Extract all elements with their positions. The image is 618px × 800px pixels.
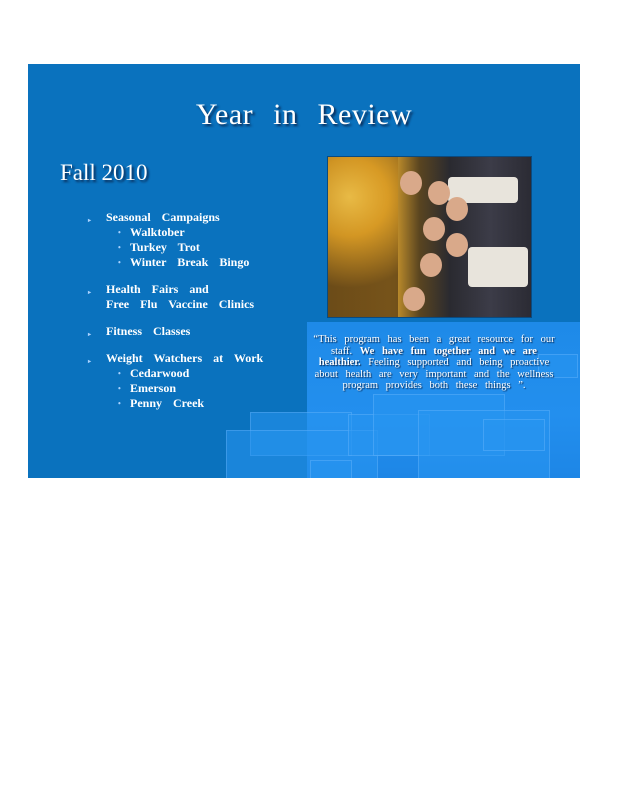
sub-item-label: Turkey Trot xyxy=(130,240,200,254)
photo-face xyxy=(400,171,422,195)
sub-item xyxy=(106,240,318,255)
decor-block xyxy=(483,419,545,451)
decor-block xyxy=(310,460,352,478)
slide-title xyxy=(28,98,580,132)
photo-face xyxy=(428,181,450,205)
bullet-icon: ▸ xyxy=(88,218,92,224)
title-word: Year xyxy=(195,98,254,131)
season-heading: Fall 2010 xyxy=(60,160,148,185)
list-item xyxy=(88,210,318,270)
list-item-label: Weight Watchers at Work xyxy=(106,351,264,365)
bullet-icon: • xyxy=(118,228,121,237)
group-photo xyxy=(327,156,532,318)
bullet-icon: ▸ xyxy=(88,332,92,338)
bullet-icon: • xyxy=(118,369,121,378)
photo-face xyxy=(420,253,442,277)
photo-figure xyxy=(468,247,528,287)
quote-text: “This program has been a great resource for our staff. xyxy=(313,334,555,357)
photo-face xyxy=(403,287,425,311)
bullet-icon: • xyxy=(118,243,121,252)
photo-face xyxy=(446,233,468,257)
testimonial-quote xyxy=(312,334,556,392)
sub-item xyxy=(106,255,318,270)
slide xyxy=(28,64,580,478)
photo-face xyxy=(446,197,468,221)
bullet-icon: • xyxy=(118,399,121,408)
list-item-label: Seasonal Campaigns xyxy=(106,210,220,224)
sub-item xyxy=(106,381,318,396)
sub-item-label: Walktober xyxy=(130,225,185,239)
sub-item-label: Penny Creek xyxy=(130,396,205,410)
bullet-icon: • xyxy=(118,384,121,393)
bullet-icon: ▸ xyxy=(88,290,92,296)
bullet-icon: ▸ xyxy=(88,359,92,365)
sub-item xyxy=(106,366,318,381)
sub-item-label: Winter Break Bingo xyxy=(130,255,250,269)
quote-text: Feeling supported and being proactive about health are very important and the wellness program provides both these things ”. xyxy=(314,357,554,391)
photo-foliage xyxy=(328,157,398,317)
quote-emphasis: We have fun together and we are healthier. xyxy=(318,345,537,368)
title-word: Review xyxy=(317,98,413,131)
program-list xyxy=(88,210,318,423)
photo-face xyxy=(423,217,445,241)
sub-item-label: Emerson xyxy=(130,381,176,395)
sub-item xyxy=(106,225,318,240)
list-item-label: Fitness Classes xyxy=(106,324,191,338)
list-item xyxy=(88,324,318,339)
sub-item-label: Cedarwood xyxy=(130,366,190,380)
bullet-icon: • xyxy=(118,258,121,267)
sub-item xyxy=(106,396,318,411)
title-word: in xyxy=(273,98,298,131)
list-item xyxy=(88,282,318,312)
list-item-label: Free Flu Vaccine Clinics xyxy=(106,297,255,311)
list-item-label: Health Fairs and xyxy=(106,282,209,296)
list-item xyxy=(88,351,318,411)
